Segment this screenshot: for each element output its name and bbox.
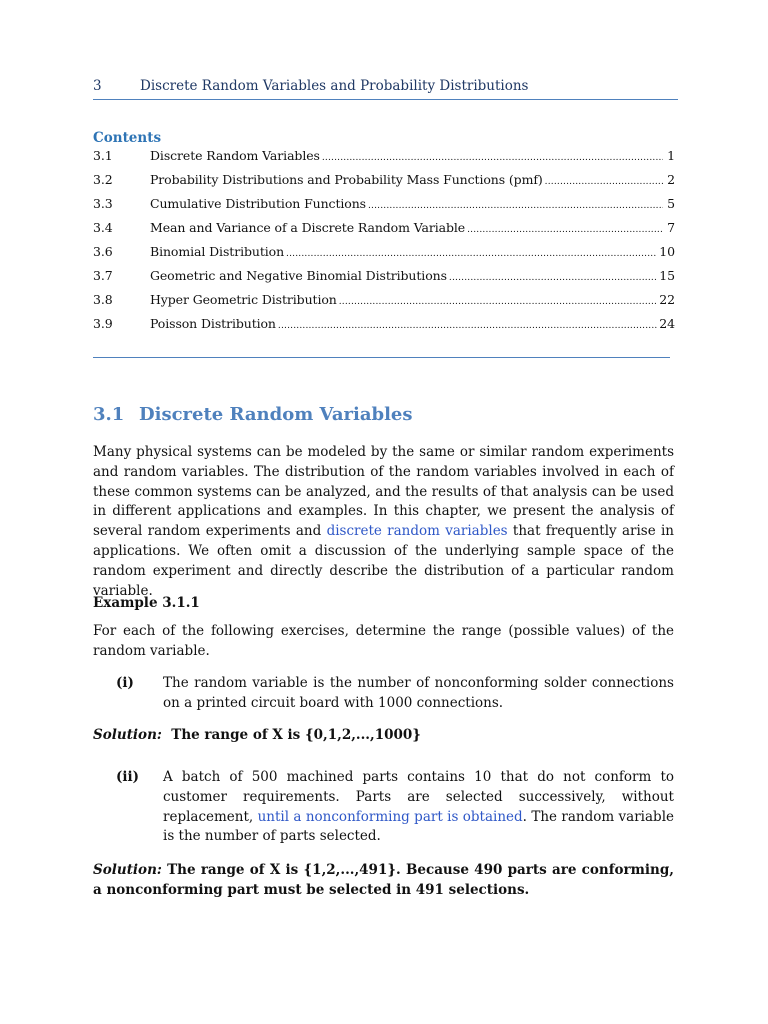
section-heading [93, 404, 413, 425]
toc-leader-dots [278, 321, 657, 331]
toc-leader-dots [449, 273, 657, 283]
item-label: (ii) [116, 769, 140, 785]
solution-label: Solution: [93, 862, 162, 878]
toc-entry-number: 3.3 [93, 196, 113, 211]
solution-label: Solution: [93, 727, 162, 743]
toc-entry[interactable] [93, 292, 675, 316]
toc-entry[interactable] [93, 244, 675, 268]
table-of-contents [93, 148, 675, 340]
toc-leader-dots [545, 177, 663, 187]
running-header [93, 78, 678, 100]
toc-leader-dots [286, 249, 657, 259]
toc-title: Contents [93, 130, 162, 146]
toc-entry[interactable] [93, 148, 675, 172]
section-title: Discrete Random Variables [139, 404, 413, 425]
discrete-random-variables-link[interactable]: discrete random variables [326, 523, 508, 540]
intro-text-part1: Many physical systems can be modeled by the same or similar random experiments and random variables. The distribution of the random variables involved in each of these common systems can be analyzed, and the results of that analysis can be used in different applications and examples. In this chapter, we present the analysis of several random experiments and [93, 444, 674, 540]
toc-leader-dots [322, 153, 663, 163]
toc-entry-number: 3.6 [93, 244, 113, 259]
toc-entry-number: 3.4 [93, 220, 113, 235]
solution-text: The range of X is {1,2,...,491}. Because 490 parts are conforming, a nonconforming part must be selected in 491 selections. [93, 862, 675, 898]
chapter-title: Discrete Random Variables and Probability Distributions [140, 78, 529, 94]
toc-entry-title[interactable]: Hyper Geometric Distribution [150, 292, 337, 307]
toc-entry[interactable] [93, 172, 675, 196]
item-text-part1: A batch of 500 machined parts contains 10 that do not conform to customer requirements. Parts are selected successively, without replacement, [163, 769, 674, 825]
solution [93, 725, 674, 745]
toc-leader-dots [368, 201, 663, 211]
item-text: The random variable is the number of nonconforming solder connections on a printed circuit board with 1000 connections. [163, 675, 674, 711]
solution [93, 860, 674, 900]
intro-text-part2: that frequently arise in applications. We often omit a discussion of the underlying sample space of the random experiment and directly describe the distribution of a particular random variable. [93, 523, 675, 599]
toc-entry-title[interactable]: Mean and Variance of a Discrete Random Variable [150, 220, 466, 235]
toc-entry-page[interactable]: 1 [667, 148, 675, 163]
solution-text: The range of X is {0,1,2,...,1000} [171, 727, 421, 743]
toc-entry-page[interactable]: 5 [667, 196, 675, 211]
toc-entry[interactable] [93, 196, 675, 220]
toc-leader-dots [467, 225, 663, 235]
toc-entry-number: 3.2 [93, 172, 113, 187]
toc-entry[interactable] [93, 220, 675, 244]
toc-entry-number: 3.1 [93, 148, 113, 163]
nonconforming-part-link[interactable]: until a nonconforming part is obtained [257, 808, 523, 825]
toc-entry-page[interactable]: 7 [667, 220, 675, 235]
toc-entry-number: 3.8 [93, 292, 113, 307]
example-title: Example 3.1.1 [93, 595, 200, 611]
toc-entry-title[interactable]: Cumulative Distribution Functions [150, 196, 366, 211]
toc-entry-title[interactable]: Poisson Distribution [150, 316, 276, 331]
toc-entry-title[interactable]: Geometric and Negative Binomial Distributions [150, 268, 447, 283]
toc-entry-page[interactable]: 15 [659, 268, 675, 283]
toc-entry[interactable] [93, 268, 675, 292]
toc-entry-page[interactable]: 22 [659, 292, 675, 307]
item-text-part2: . The random variable is the number of parts selected. [163, 808, 674, 845]
toc-entry-page[interactable]: 2 [667, 172, 675, 187]
item-label: (i) [116, 675, 134, 691]
toc-entry-page[interactable]: 10 [659, 244, 675, 259]
toc-entry-number: 3.9 [93, 316, 113, 331]
toc-divider [93, 357, 670, 358]
toc-entry-number: 3.7 [93, 268, 113, 283]
section-number: 3.1 [93, 404, 125, 425]
item-text [163, 768, 674, 847]
intro-paragraph [93, 443, 674, 601]
toc-entry-title[interactable]: Probability Distributions and Probability Mass Functions (pmf) [150, 172, 543, 187]
example-intro: For each of the following exercises, determine the range (possible values) of the random variable. [93, 623, 674, 659]
toc-entry-page[interactable]: 24 [659, 316, 675, 331]
chapter-number: 3 [93, 78, 102, 94]
toc-leader-dots [339, 297, 658, 307]
toc-entry-title[interactable]: Binomial Distribution [150, 244, 285, 259]
toc-entry-title[interactable]: Discrete Random Variables [150, 148, 320, 163]
toc-entry[interactable] [93, 316, 675, 340]
